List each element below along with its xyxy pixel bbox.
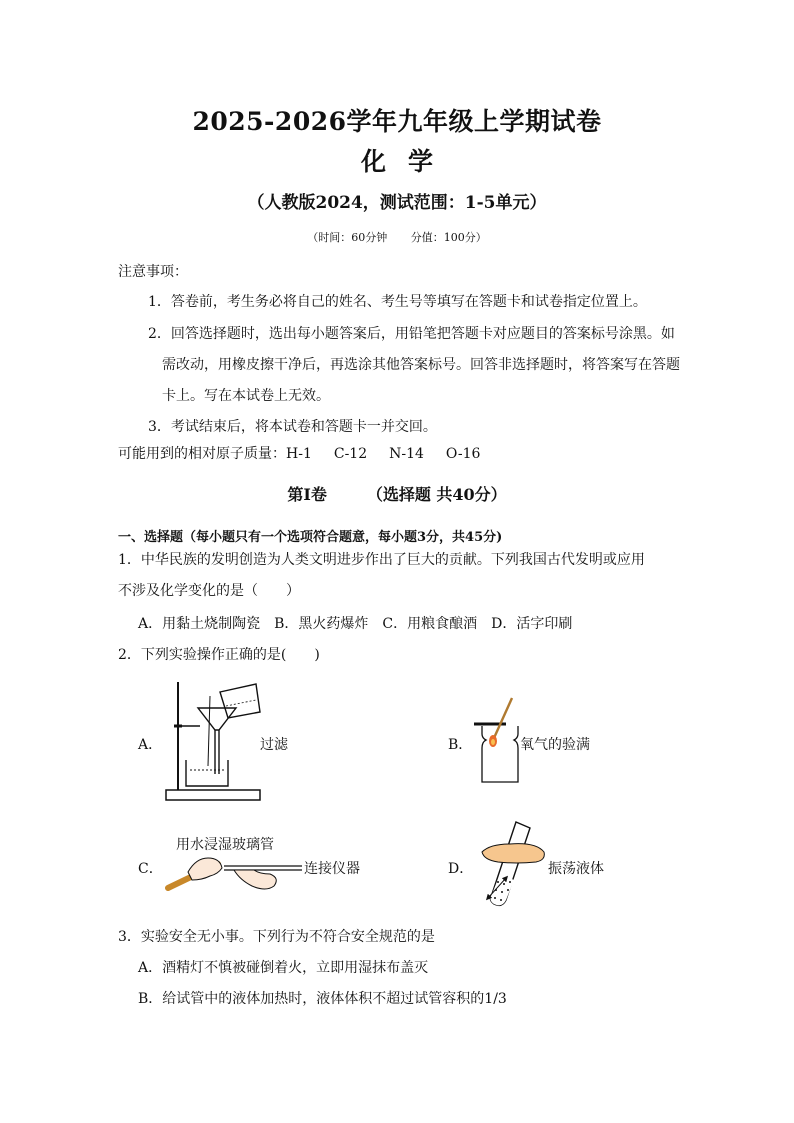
q2-option-a-label: A． — [138, 737, 163, 753]
q1-option-c: C．用粮食酿酒 — [382, 616, 478, 632]
q2-option-d-label: D． — [448, 861, 474, 877]
atomic-mass-o: O-16 — [445, 446, 481, 462]
q3-stem: 3．实验安全无小事。下列行为不符合安全规范的是 — [118, 929, 435, 945]
exam-title: 2025-2026学年九年级上学期试卷 — [192, 107, 602, 136]
q2-option-c-top-label: 用水浸湿玻璃管 — [176, 837, 274, 853]
exam-subject: 化学 — [360, 147, 455, 176]
q2-option-c-label: C． — [138, 861, 163, 877]
atomic-mass-h: H-1 — [286, 446, 312, 462]
q2-option-d-caption: 振荡液体 — [548, 861, 604, 877]
connect-tubes-hands-icon — [162, 848, 312, 898]
atomic-mass-c: C-12 — [333, 446, 368, 462]
q1-stem-line-1: 1．中华民族的发明创造为人类文明进步作出了巨大的贡献。下列我国古代发明或应用 — [118, 552, 645, 568]
exam-score: 分值：100分） — [410, 231, 487, 244]
notice-item-2-line-1: 2．回答选择题时，选出每小题答案后，用铅笔把答题卡对应题目的答案标号涂黑。如 — [148, 326, 675, 342]
atomic-mass-label: 可能用到的相对原子质量： — [118, 446, 286, 462]
q2-option-b-label: B． — [448, 737, 473, 753]
filtration-apparatus-icon — [160, 676, 268, 804]
q2-option-a-caption: 过滤 — [260, 737, 288, 753]
exam-edition: （人教版2024，测试范围：1-5单元） — [247, 193, 547, 213]
q3-option-b: B．给试管中的液体加热时，液体体积不超过试管容积的1/3 — [138, 991, 507, 1007]
q1-option-d: D．活字印刷 — [491, 616, 573, 632]
notice-item-3: 3．考试结束后，将本试卷和答题卡一并交回。 — [148, 419, 437, 435]
atomic-mass-line — [118, 443, 480, 463]
part-1-title: 一、选择题（每小题只有一个选项符合题意，每小题3分，共45分) — [118, 530, 503, 545]
test-tube-shaking-icon — [476, 818, 548, 912]
atomic-mass-n: N-14 — [389, 446, 424, 462]
q1-option-b: B．黑火药爆炸 — [274, 616, 369, 632]
q2-stem: 2．下列实验操作正确的是( ) — [118, 647, 320, 663]
section-1-type: （选择题 共40分） — [366, 485, 507, 504]
q2-option-b-caption: 氧气的验满 — [520, 737, 590, 753]
gas-bottle-icon — [472, 694, 522, 786]
notice-heading: 注意事项： — [118, 264, 188, 280]
exam-time: （时间：60分钟 — [307, 231, 388, 244]
notice-item-2-line-2: 需改动，用橡皮擦干净后，再选涂其他答案标号。回答非选择题时，将答案写在答题 — [162, 357, 680, 373]
section-1-heading — [0, 482, 794, 505]
section-1-volume: 第Ⅰ卷 — [287, 485, 327, 504]
q1-options — [138, 613, 586, 633]
q1-option-a: A．用黏土烧制陶瓷 — [138, 616, 261, 632]
q1-stem-line-2: 不涉及化学变化的是（ ） — [118, 583, 300, 599]
q2-option-c-caption: 连接仪器 — [304, 861, 360, 877]
exam-time-score — [0, 229, 794, 245]
notice-item-1: 1．答卷前，考生务必将自己的姓名、考生号等填写在答题卡和试卷指定位置上。 — [148, 294, 647, 310]
q3-option-a: A．酒精灯不慎被碰倒着火，立即用湿抹布盖灭 — [138, 960, 429, 976]
notice-item-2-line-3: 卡上。写在本试卷上无效。 — [162, 388, 330, 404]
